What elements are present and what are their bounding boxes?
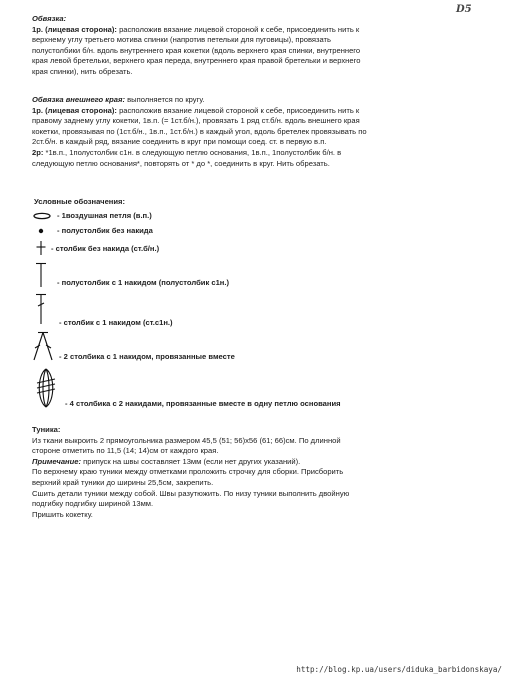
tunic-note-label: Примечание:: [32, 456, 82, 466]
edging-row1-line: полустолбики б/н. вдоль внутреннего края кокетки (вдоль верхнего края спинки, внутреннего: [32, 45, 361, 55]
single-crochet-icon: [35, 240, 47, 256]
tunic-line: подгибку подгибку шириной 13мм.: [32, 499, 154, 509]
outer-edge-heading: [32, 95, 494, 106]
outer-edge-row2-line: следующую петлю основания*, повторять от * до *, соединить в круг. Нить обрезать.: [32, 158, 330, 168]
outer-edge-row1-label: 1р. (лицевая сторона):: [32, 105, 117, 115]
legend-label: - столбик с 1 накидом (ст.с1н.): [59, 318, 173, 327]
half-double-crochet-icon: [34, 262, 48, 288]
footer-url: http://blog.kp.ua/users/diduka_barbidonskaya/: [296, 665, 502, 674]
outer-edge-section: [32, 95, 494, 169]
outer-edge-row1-line: расположив вязание лицевой стороной к себе, присоединить нить к: [116, 105, 360, 115]
tunic-note: [32, 457, 494, 468]
tunic-title: Туника:: [32, 425, 61, 434]
outer-edge-row2: [32, 148, 494, 159]
tunic-section: [32, 425, 494, 520]
outer-edge-row1-line: 2ст.б/н. в каждый ряд, вязание соединить в круг при помощи соед. ст. в первую в.п.: [32, 137, 327, 147]
edging-row1-line: расположив вязание лицевой стороной к себе, присоединить нить к: [116, 24, 360, 34]
dc2tog-icon: [32, 331, 54, 361]
legend-label: - 1воздушная петля (в.п.): [57, 211, 152, 220]
edging-row1-line: края левой бретельки, верхнего края переда, внутреннего края правой бретельки и верхнего: [32, 56, 361, 66]
edging-row1: [32, 25, 494, 36]
page-number: D5: [456, 4, 472, 15]
double-crochet-icon: [34, 293, 48, 325]
legend-label: - полустолбик с 1 накидом (полустолбик с1н.): [57, 278, 230, 287]
legend-label: - 2 столбика с 1 накидом, провязанные вместе: [59, 352, 235, 361]
tunic-line: Из ткани выкроить 2 прямоугольника размером 45,5 (51; 56)х56 (61; 66)см. По длинной: [32, 435, 341, 445]
outer-edge-row1: [32, 106, 494, 117]
legend-label: - полустолбик без накида: [57, 226, 153, 235]
outer-edge-row2-label: 2р:: [32, 147, 44, 157]
edging-row1-line: края спинки), нить обрезать.: [32, 66, 133, 76]
outer-edge-title-rest: выполняется по кругу.: [125, 95, 205, 104]
tunic-line: По верхнему краю туники между отметками проложить строчку для сборки. Присборить: [32, 467, 344, 477]
edging-row1-label: 1р. (лицевая сторона):: [32, 24, 117, 34]
legend-title: Условные обозначения:: [34, 197, 126, 206]
edging-title: Обвязка:: [32, 14, 67, 23]
legend-label: - 4 столбика с 2 накидами, провязанные вместе в одну петлю основания: [65, 399, 341, 408]
slip-stitch-icon: [37, 227, 45, 235]
tunic-line: Сшить детали туники между собой. Швы разутюжить. По низу туники выполнить двойную: [32, 488, 350, 498]
edging-row1-line: верхнему углу третьего мотива спинки (напротив петельки для пуговицы), провязать: [32, 35, 331, 45]
outer-edge-row1-line: кокетки, провязывая по (1ст.б/н., 1в.п., 1ст.б/н.) в каждый угол, вдоль бретелек провязывать по: [32, 126, 367, 136]
tunic-line: стороне отметить по 11,5 (14; 14)см от каждого края.: [32, 446, 219, 456]
edging-section: [32, 14, 494, 78]
chain-stitch-icon: [32, 211, 52, 221]
outer-edge-row2-line: *1в.п., 1полустолбик с1н. в следующую петлю основания, 1в.п., 1полустолбик б/н. в: [43, 147, 342, 157]
tunic-line: верхний край туники до ширины 25,5см, закрепить.: [32, 477, 214, 487]
tr4-cluster-icon: [34, 367, 58, 409]
legend-label: - столбик без накида (ст.б/н.): [51, 244, 160, 253]
outer-edge-row1-line: правому заднему углу кокетки, 1в.п. (= 1ст.б/н.), провязать 1 ряд ст.б/н. вдоль внешнего края: [32, 116, 360, 126]
tunic-note-text: припуск на швы составляет 13мм (если нет других указаний).: [81, 456, 301, 466]
outer-edge-title: Обвязка внешнего края:: [32, 95, 125, 104]
tunic-line: Пришить кокетку.: [32, 509, 93, 519]
